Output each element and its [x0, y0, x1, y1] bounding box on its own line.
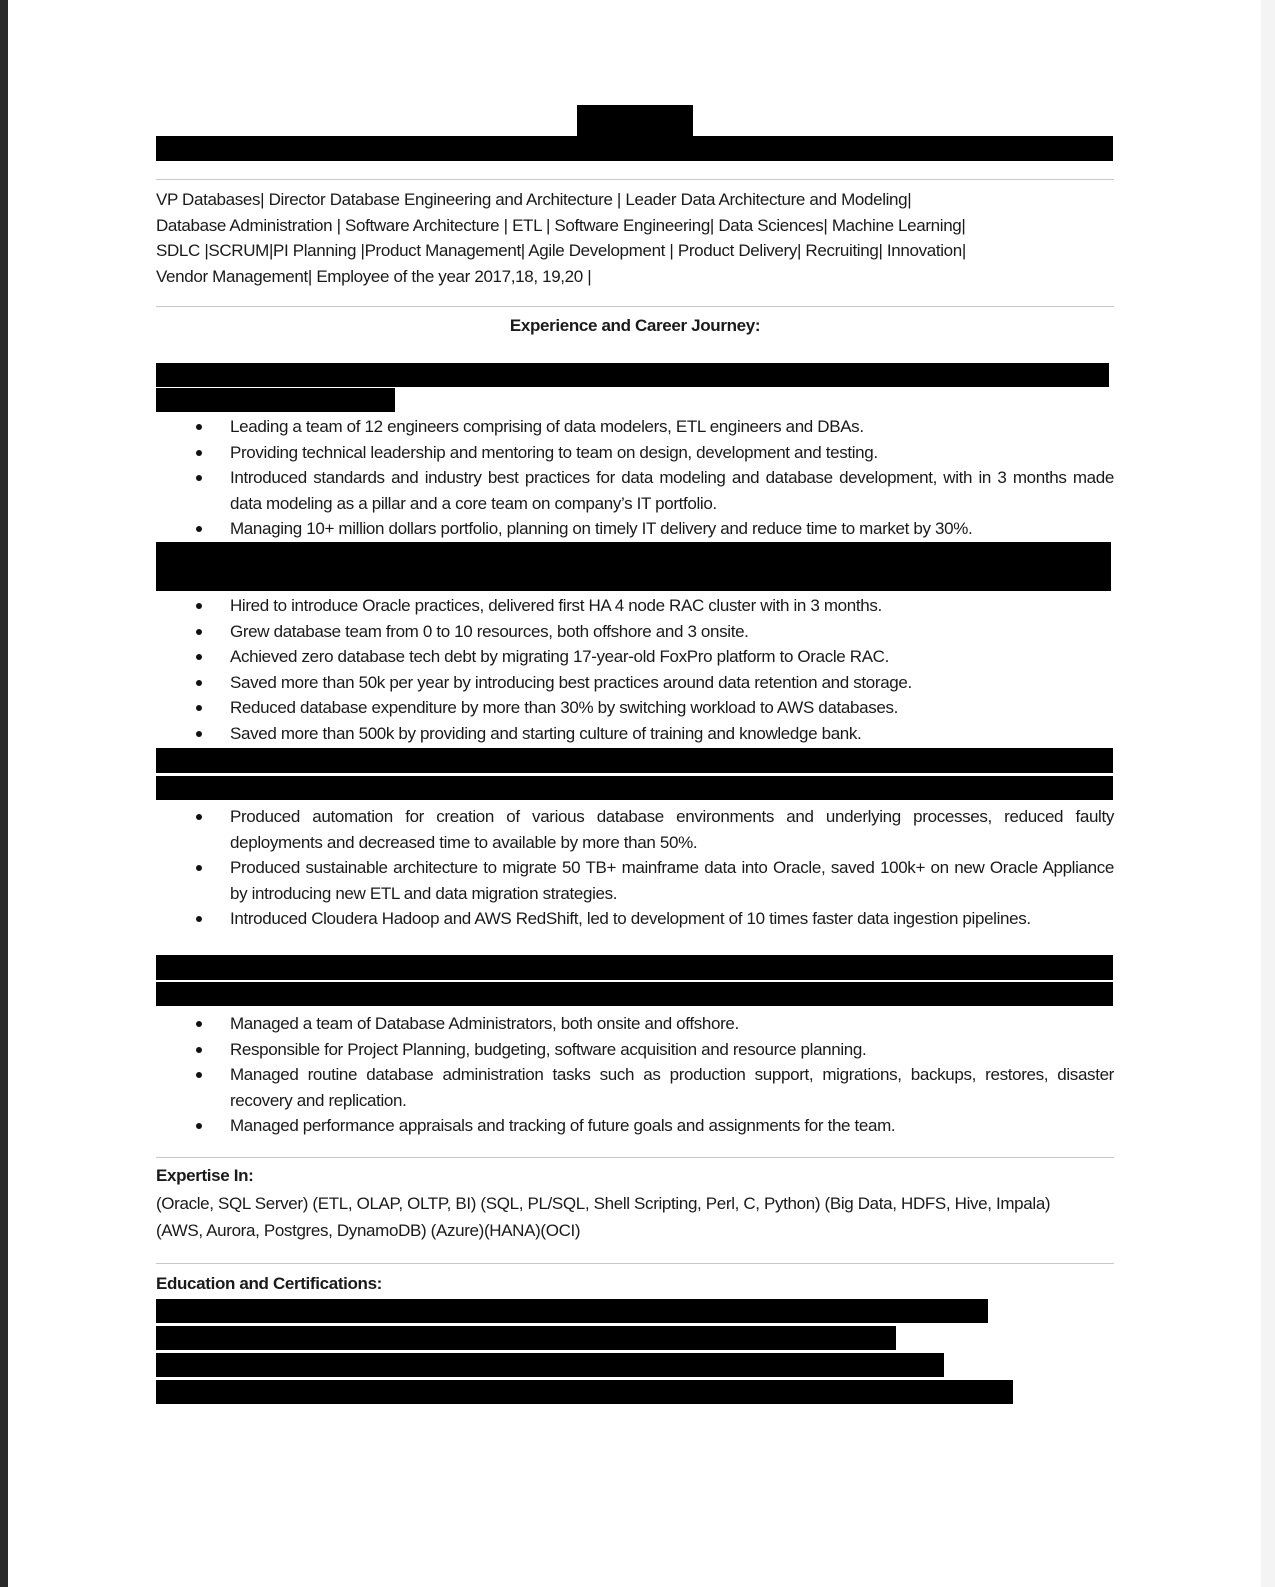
- tagline-line: Database Administration | Software Architecture | ETL | Software Engineering| Data Sciences| Machine Learning|: [156, 215, 966, 235]
- bullet: Managing 10+ million dollars portfolio, planning on timely IT delivery and reduce time to market by 30%.: [156, 516, 1114, 542]
- education-heading: Education and Certifications:: [156, 1274, 382, 1293]
- redacted-role-3: [156, 748, 1113, 773]
- redacted-role-3-date: [156, 776, 1113, 800]
- bullet: Managed performance appraisals and tracking of future goals and assignments for the team.: [156, 1113, 1114, 1139]
- expertise-line: (Oracle, SQL Server) (ETL, OLAP, OLTP, BI) (SQL, PL/SQL, Shell Scripting, Perl, C, Python) (Big Data, HDFS, Hive, Impala): [156, 1194, 1051, 1213]
- bullet: Introduced standards and industry best practices for data modeling and database development, with in 3 months made data modeling as a pillar and a core team on company’s IT portfolio.: [156, 465, 1114, 516]
- role-2-bullets: [156, 593, 1114, 747]
- role-1-bullets: [156, 414, 1114, 542]
- experience-heading: Experience and Career Journey:: [509, 316, 761, 335]
- role-3-bullets: [156, 804, 1114, 932]
- bullet: Leading a team of 12 engineers comprising of data modelers, ETL engineers and DBAs.: [156, 414, 1114, 440]
- bullet: Introduced Cloudera Hadoop and AWS RedShift, led to development of 10 times faster data ingestion pipelines.: [156, 906, 1114, 932]
- redacted-role-2: [156, 542, 1111, 591]
- redacted-education-1: [156, 1299, 988, 1323]
- redacted-name-contact: [156, 136, 1113, 161]
- redacted-role-4: [156, 955, 1113, 980]
- page-edge-right: [1261, 0, 1275, 1587]
- tagline-line: SDLC |SCRUM|PI Planning |Product Management| Agile Development | Product Delivery| Recruiting| Innovation|: [156, 241, 966, 260]
- divider: [156, 306, 1114, 307]
- bullet: Saved more than 50k per year by introducing best practices around data retention and storage.: [156, 670, 1114, 696]
- expertise-heading: Expertise In:: [156, 1166, 254, 1185]
- role-4-bullets: [156, 1011, 1114, 1139]
- bullet: Produced sustainable architecture to migrate 50 TB+ mainframe data into Oracle, saved 100k+ on new Oracle Appliance by introducing new ETL and data migration strategies.: [156, 855, 1114, 906]
- page-edge: [0, 0, 8, 1587]
- redacted-education-4: [156, 1380, 1013, 1404]
- tagline: [156, 187, 1114, 289]
- divider: [156, 1263, 1114, 1264]
- redacted-education-2: [156, 1326, 896, 1350]
- divider: [156, 1157, 1114, 1158]
- bullet: Responsible for Project Planning, budgeting, software acquisition and resource planning.: [156, 1037, 1114, 1063]
- bullet: Achieved zero database tech debt by migrating 17-year-old FoxPro platform to Oracle RAC.: [156, 644, 1114, 670]
- divider: [156, 179, 1114, 180]
- tagline-line: Vendor Management| Employee of the year 2017,18, 19,20 |: [156, 266, 592, 286]
- bullet: Managed a team of Database Administrators, both onsite and offshore.: [156, 1011, 1114, 1037]
- redacted-education-3: [156, 1353, 944, 1377]
- redacted-title: [577, 105, 693, 136]
- redacted-role-1-date: [156, 388, 395, 412]
- bullet: Managed routine database administration tasks such as production support, migrations, backups, restores, disaster recovery and replication.: [156, 1062, 1114, 1113]
- expertise-list: [156, 1190, 1114, 1244]
- bullet: Providing technical leadership and mentoring to team on design, development and testing.: [156, 440, 1114, 466]
- redacted-role-1: [156, 363, 1109, 387]
- bullet: Hired to introduce Oracle practices, delivered first HA 4 node RAC cluster with in 3 months.: [156, 593, 1114, 619]
- redacted-role-4-date: [156, 982, 1113, 1006]
- bullet: Grew database team from 0 to 10 resources, both offshore and 3 onsite.: [156, 619, 1114, 645]
- expertise-line: (AWS, Aurora, Postgres, DynamoDB) (Azure)(HANA)(OCI): [156, 1221, 581, 1240]
- bullet: Produced automation for creation of various database environments and underlying processes, reduced faulty deployments and decreased time to available by more than 50%.: [156, 804, 1114, 855]
- tagline-line: VP Databases| Director Database Engineering and Architecture | Leader Data Architecture and Modeling|: [156, 190, 912, 209]
- bullet: Reduced database expenditure by more than 30% by switching workload to AWS databases.: [156, 695, 1114, 721]
- bullet: Saved more than 500k by providing and starting culture of training and knowledge bank.: [156, 721, 1114, 747]
